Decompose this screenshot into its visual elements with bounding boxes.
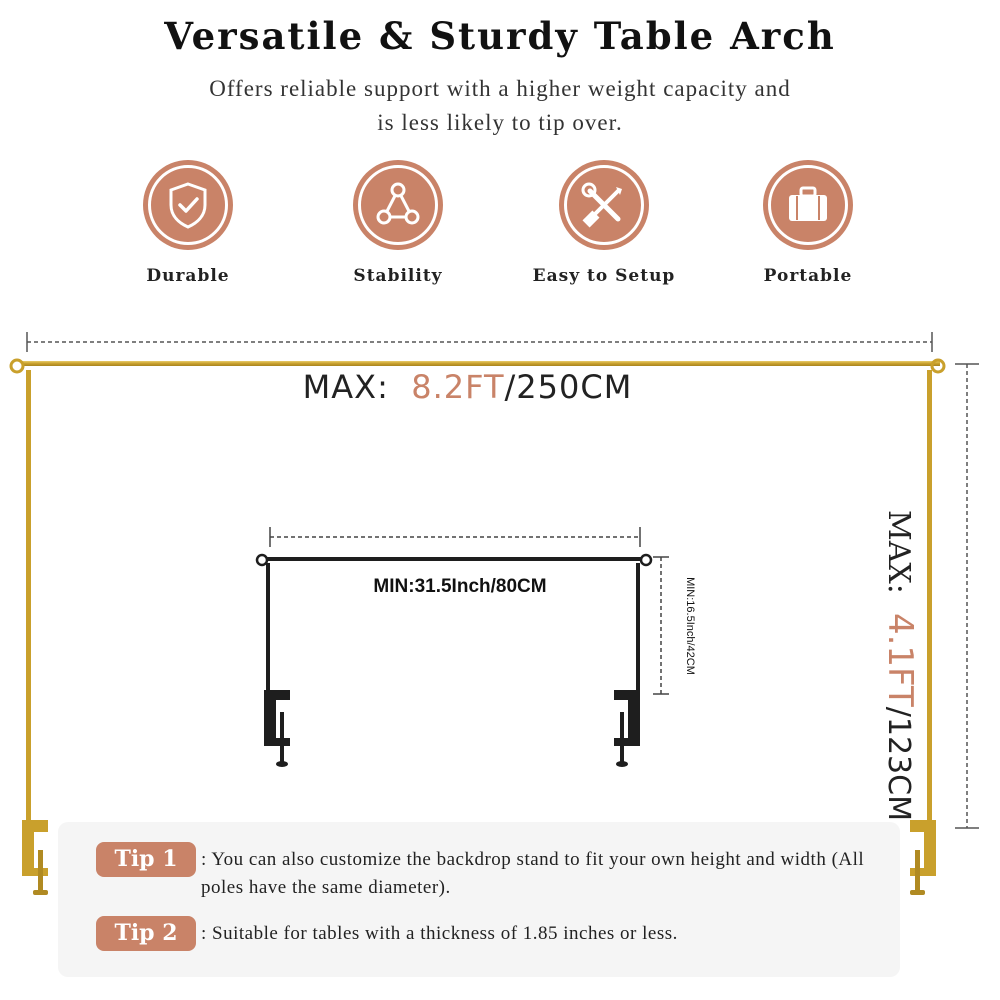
- max-height-value: 4.1FT: [880, 612, 920, 707]
- max-width-label: [0, 368, 935, 406]
- feature-portable-label: Portable: [763, 266, 853, 286]
- max-width-dimension-line: [27, 332, 932, 352]
- feature-stability-label: Stability: [353, 266, 443, 286]
- tip-1-text: : You can also customize the backdrop stand to fit your own height and width (All poles have the same diameter).: [201, 849, 865, 898]
- min-height-label: MIN:16.5Inch/42CM: [684, 577, 696, 675]
- tip-2-text: : Suitable for tables with a thickness of 1.85 inches or less.: [201, 923, 678, 944]
- max-width-metric: /250CM: [504, 368, 633, 406]
- max-height-label: [880, 510, 920, 821]
- tips-panel: [58, 822, 900, 977]
- page-subtitle: Offers reliable support with a higher weight capacity and is less likely to tip over.: [209, 76, 791, 135]
- feature-durable-label: Durable: [146, 266, 230, 286]
- max-height-dimension-line: [955, 364, 979, 828]
- min-width-label: MIN:31.5Inch/80CM: [373, 576, 547, 597]
- black-arch-min: [257, 527, 669, 767]
- feature-easy-setup-label: Easy to Setup: [532, 266, 676, 286]
- max-height-prefix: MAX:: [881, 510, 916, 594]
- tip-1-badge: Tip 1: [96, 842, 196, 877]
- max-height-metric: /123CM: [881, 706, 916, 821]
- page-title: Versatile & Sturdy Table Arch: [164, 14, 836, 58]
- tip-2-badge: Tip 2: [96, 916, 196, 951]
- gold-arch-max: [11, 360, 944, 895]
- max-width-prefix: MAX:: [302, 368, 389, 406]
- max-width-value: 8.2FT: [411, 368, 505, 406]
